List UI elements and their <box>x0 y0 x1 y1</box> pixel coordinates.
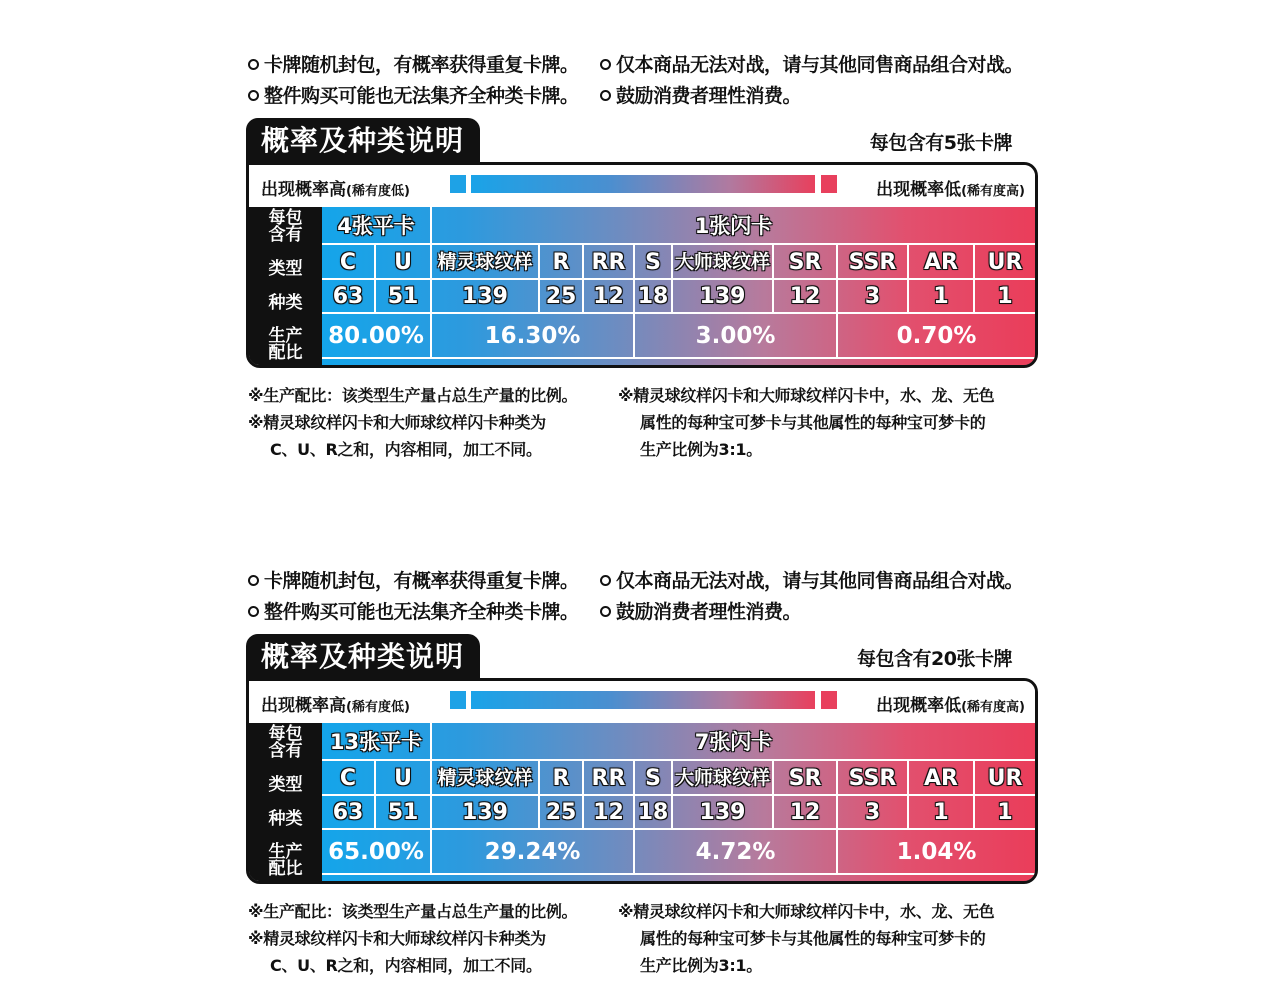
footnote-pattern-types-cont: C、U、R之和，内容相同，加工不同。 <box>270 956 542 975</box>
bullet-circle-icon <box>600 606 611 617</box>
notice-random-pack: 卡牌随机封包，有概率获得重复卡牌。 <box>248 566 579 593</box>
type-cell: 精灵球纹样 <box>432 245 540 280</box>
type-cell: RR <box>584 245 635 280</box>
count-cell: 139 <box>432 796 540 830</box>
footnote-attribute-ratio-cont: 属性的每种宝可梦卡与其他属性的每种宝可梦卡的 <box>640 929 986 948</box>
notice-no-battle: 仅本商品无法对战，请与其他同售商品组合对战。 <box>600 50 1023 77</box>
footnote-attribute-ratio-end: 生产比例为3:1。 <box>640 440 762 459</box>
group-holo-cards: 7张闪卡 <box>432 723 1035 761</box>
type-cell: UR <box>975 761 1035 796</box>
grid-cells <box>322 723 1035 881</box>
count-cell: 63 <box>322 796 376 830</box>
grid-cells <box>322 207 1035 365</box>
count-cell: 1 <box>975 280 1035 314</box>
type-cell: UR <box>975 245 1035 280</box>
legend-low-rarity-swatch <box>450 691 466 709</box>
footnote-pattern-types: ※精灵球纹样闪卡和大师球纹样闪卡种类为 <box>248 413 546 432</box>
type-cell: S <box>635 245 673 280</box>
ratio-cell: 1.04% <box>838 830 1035 875</box>
count-cell: 12 <box>584 280 635 314</box>
ratio-cell: 16.30% <box>432 314 635 359</box>
notice-no-battle: 仅本商品无法对战，请与其他同售商品组合对战。 <box>600 566 1023 593</box>
ratio-cell: 3.00% <box>635 314 838 359</box>
type-cell: AR <box>909 245 975 280</box>
count-cell: 18 <box>635 280 673 314</box>
ratio-cell: 65.00% <box>322 830 432 875</box>
group-holo-cards: 1张闪卡 <box>432 207 1035 245</box>
count-cell: 25 <box>540 796 584 830</box>
footnote-pattern-types: ※精灵球纹样闪卡和大师球纹样闪卡种类为 <box>248 929 546 948</box>
type-cell: R <box>540 761 584 796</box>
type-cell: S <box>635 761 673 796</box>
group-normal-cards: 13张平卡 <box>322 723 432 761</box>
rarity-table <box>246 162 1038 368</box>
row-label-ratio: 生产 配比 <box>268 842 303 879</box>
ratio-cell: 29.24% <box>432 830 635 875</box>
count-cell: 1 <box>909 280 975 314</box>
footnote-ratio: ※生产配比：该类型生产量占总生产量的比例。 <box>248 902 578 921</box>
rarity-panel-5-card-pack <box>0 0 1284 480</box>
count-cell: 139 <box>673 280 774 314</box>
footnote-pattern-types-cont: C、U、R之和，内容相同，加工不同。 <box>270 440 542 459</box>
section-title: 概率及种类说明 <box>246 118 480 164</box>
type-cell: U <box>376 245 432 280</box>
type-cell: 精灵球纹样 <box>432 761 540 796</box>
row-label-ratio: 生产 配比 <box>268 326 303 363</box>
count-cell: 18 <box>635 796 673 830</box>
row-labels <box>249 723 322 881</box>
bullet-circle-icon <box>248 59 259 70</box>
ratio-cell: 80.00% <box>322 314 432 359</box>
legend-high-rarity-swatch <box>821 691 837 709</box>
type-cell: 大师球纹样 <box>673 761 774 796</box>
count-cell: 139 <box>673 796 774 830</box>
legend-high-frequency: 出现概率高(稀有度低) <box>261 696 410 716</box>
count-cell: 12 <box>774 796 838 830</box>
count-cell: 1 <box>975 796 1035 830</box>
type-cell: SSR <box>838 245 909 280</box>
cards-per-pack: 每包含有20张卡牌 <box>857 648 1012 670</box>
footnote-attribute-ratio: ※精灵球纹样闪卡和大师球纹样闪卡中，水、龙、无色 <box>618 386 995 405</box>
count-cell: 12 <box>774 280 838 314</box>
footnote-attribute-ratio-end: 生产比例为3:1。 <box>640 956 762 975</box>
count-cell: 3 <box>838 796 909 830</box>
legend-high-frequency: 出现概率高(稀有度低) <box>261 180 410 200</box>
type-cell: U <box>376 761 432 796</box>
rarity-grid <box>249 723 1035 881</box>
count-cell: 12 <box>584 796 635 830</box>
notice-rational: 鼓励消费者理性消费。 <box>600 597 801 624</box>
legend-high-rarity-swatch <box>821 175 837 193</box>
group-normal-cards: 4张平卡 <box>322 207 432 245</box>
count-cell: 51 <box>376 280 432 314</box>
count-cell: 1 <box>909 796 975 830</box>
bullet-circle-icon <box>248 575 259 586</box>
ratio-cell: 4.72% <box>635 830 838 875</box>
bullet-circle-icon <box>600 575 611 586</box>
legend-low-frequency: 出现概率低(稀有度高) <box>876 180 1025 200</box>
type-cell: AR <box>909 761 975 796</box>
count-cell: 139 <box>432 280 540 314</box>
type-cell: C <box>322 245 376 280</box>
notice-full-set: 整件购买可能也无法集齐全种类卡牌。 <box>248 597 579 624</box>
row-label-count: 种类 <box>268 293 303 313</box>
rarity-panel-20-card-pack <box>0 516 1284 996</box>
legend-low-frequency: 出现概率低(稀有度高) <box>876 696 1025 716</box>
type-cell: R <box>540 245 584 280</box>
footnote-ratio: ※生产配比：该类型生产量占总生产量的比例。 <box>248 386 578 405</box>
bullet-circle-icon <box>600 59 611 70</box>
type-cell: C <box>322 761 376 796</box>
rarity-legend <box>249 681 1035 723</box>
legend-gradient-bar <box>471 691 815 709</box>
bullet-circle-icon <box>600 90 611 101</box>
notice-rational: 鼓励消费者理性消费。 <box>600 81 801 108</box>
count-cell: 63 <box>322 280 376 314</box>
type-cell: RR <box>584 761 635 796</box>
type-cell: SR <box>774 761 838 796</box>
legend-low-rarity-swatch <box>450 175 466 193</box>
type-cell: SSR <box>838 761 909 796</box>
row-labels <box>249 207 322 365</box>
row-label-per-pack: 每包 含有 <box>268 724 303 761</box>
legend-gradient-bar <box>471 175 815 193</box>
count-cell: 3 <box>838 280 909 314</box>
type-cell: 大师球纹样 <box>673 245 774 280</box>
section-title: 概率及种类说明 <box>246 634 480 680</box>
count-cell: 25 <box>540 280 584 314</box>
footnote-attribute-ratio-cont: 属性的每种宝可梦卡与其他属性的每种宝可梦卡的 <box>640 413 986 432</box>
bullet-circle-icon <box>248 606 259 617</box>
count-cell: 51 <box>376 796 432 830</box>
row-label-count: 种类 <box>268 809 303 829</box>
row-label-type: 类型 <box>268 775 303 795</box>
ratio-cell: 0.70% <box>838 314 1035 359</box>
row-label-per-pack: 每包 含有 <box>268 208 303 245</box>
row-label-type: 类型 <box>268 259 303 279</box>
rarity-legend <box>249 165 1035 207</box>
bullet-circle-icon <box>248 90 259 101</box>
type-cell: SR <box>774 245 838 280</box>
cards-per-pack: 每包含有5张卡牌 <box>869 132 1012 154</box>
notice-random-pack: 卡牌随机封包，有概率获得重复卡牌。 <box>248 50 579 77</box>
footnote-attribute-ratio: ※精灵球纹样闪卡和大师球纹样闪卡中，水、龙、无色 <box>618 902 995 921</box>
rarity-grid <box>249 207 1035 365</box>
notice-full-set: 整件购买可能也无法集齐全种类卡牌。 <box>248 81 579 108</box>
rarity-table <box>246 678 1038 884</box>
